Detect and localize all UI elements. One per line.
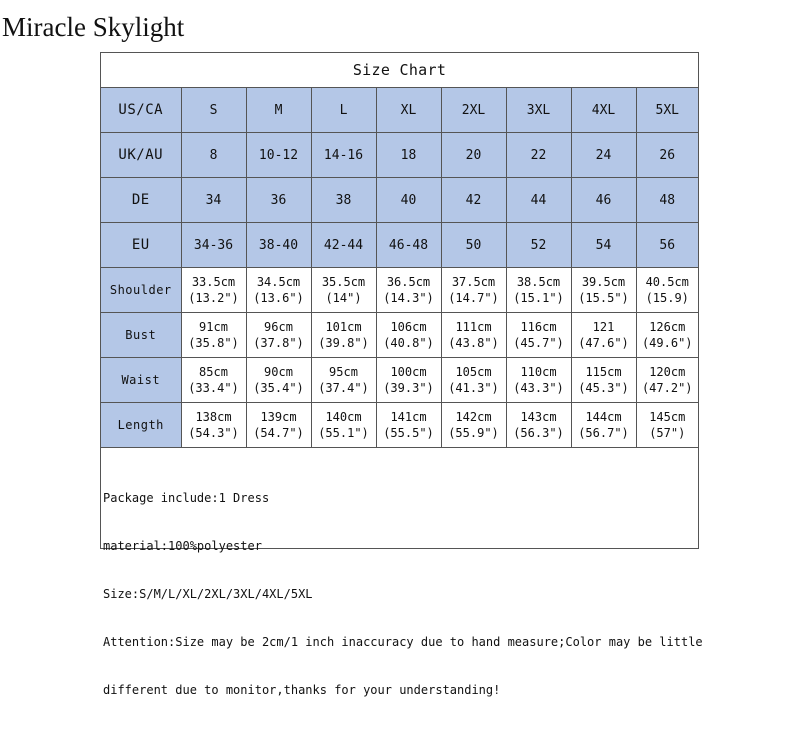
inch-value: (43.3") xyxy=(513,381,564,395)
cm-value: 141cm xyxy=(390,410,427,424)
size-cell: L xyxy=(311,88,376,133)
cm-value: 101cm xyxy=(325,320,362,334)
size-cell: 40 xyxy=(376,178,441,223)
measure-cell xyxy=(311,403,376,448)
inch-value: (49.6") xyxy=(641,336,693,350)
cm-value: 111cm xyxy=(455,320,492,334)
cm-value: 38.5cm xyxy=(516,275,561,289)
inch-value: (35.8") xyxy=(188,336,239,350)
size-cell: 42 xyxy=(441,178,506,223)
row-label: EU xyxy=(101,223,181,268)
inch-value: (39.3") xyxy=(383,381,434,395)
size-cell: 22 xyxy=(506,133,571,178)
cm-value: 95cm xyxy=(329,365,358,379)
inch-value: (15.5") xyxy=(578,291,629,305)
size-cell: 52 xyxy=(506,223,571,268)
inch-value: (55.5") xyxy=(383,426,434,440)
measure-cell xyxy=(181,403,246,448)
size-chart xyxy=(100,52,703,697)
measure-cell xyxy=(441,268,506,313)
inch-value: (13.6") xyxy=(253,291,304,305)
note-line: Package include:1 Dress xyxy=(103,491,270,505)
measure-cell xyxy=(441,403,506,448)
cm-value: 36.5cm xyxy=(386,275,431,289)
cm-value: 33.5cm xyxy=(191,275,236,289)
measure-cell xyxy=(441,358,506,403)
size-cell: 24 xyxy=(571,133,636,178)
measure-cell xyxy=(376,358,441,403)
measure-row xyxy=(101,358,698,403)
measure-cell xyxy=(636,403,698,448)
size-cell: 44 xyxy=(506,178,571,223)
cm-value: 126cm xyxy=(649,320,686,334)
row-label: Waist xyxy=(101,358,181,403)
inch-value: (33.4") xyxy=(188,381,239,395)
size-cell: 20 xyxy=(441,133,506,178)
inch-value: (15.9) xyxy=(645,291,689,305)
inch-value: (35.4") xyxy=(253,381,304,395)
cm-value: 96cm xyxy=(264,320,293,334)
cm-value: 145cm xyxy=(649,410,686,424)
measure-cell xyxy=(376,313,441,358)
inch-value: (39.8") xyxy=(318,336,369,350)
row-label: Shoulder xyxy=(101,268,181,313)
measure-cell xyxy=(571,268,636,313)
measure-row xyxy=(101,268,698,313)
row-label: US/CA xyxy=(101,88,181,133)
measure-cell xyxy=(636,268,698,313)
cm-value: 100cm xyxy=(390,365,427,379)
size-row xyxy=(101,178,698,223)
size-cell: S xyxy=(181,88,246,133)
cm-value: 35.5cm xyxy=(321,275,366,289)
row-label: UK/AU xyxy=(101,133,181,178)
cm-value: 121 xyxy=(592,320,615,334)
size-cell: XL xyxy=(376,88,441,133)
measure-cell xyxy=(636,313,698,358)
size-cell: 5XL xyxy=(636,88,698,133)
cm-value: 91cm xyxy=(199,320,228,334)
size-cell: 48 xyxy=(636,178,698,223)
measure-cell xyxy=(311,358,376,403)
measure-cell xyxy=(181,358,246,403)
inch-value: (55.1") xyxy=(318,426,369,440)
size-cell: 34 xyxy=(181,178,246,223)
inch-value: (40.8") xyxy=(383,336,434,350)
measure-cell xyxy=(506,403,571,448)
size-cell: 14-16 xyxy=(311,133,376,178)
inch-value: (37.8") xyxy=(253,336,304,350)
inch-value: (45.3") xyxy=(578,381,629,395)
measure-cell xyxy=(246,268,311,313)
cm-value: 140cm xyxy=(325,410,362,424)
cm-value: 105cm xyxy=(455,365,492,379)
cm-value: 106cm xyxy=(390,320,427,334)
cm-value: 116cm xyxy=(520,320,557,334)
measure-cell xyxy=(311,313,376,358)
size-row xyxy=(101,88,698,133)
inch-value: (13.2") xyxy=(188,291,239,305)
cm-value: 39.5cm xyxy=(581,275,626,289)
cm-value: 143cm xyxy=(520,410,557,424)
size-cell: 46-48 xyxy=(376,223,441,268)
note-line: Size:S/M/L/XL/2XL/3XL/4XL/5XL xyxy=(103,587,313,601)
cm-value: 85cm xyxy=(199,365,228,379)
measure-cell xyxy=(571,358,636,403)
size-table xyxy=(101,88,698,448)
size-cell: 36 xyxy=(246,178,311,223)
measure-cell xyxy=(246,403,311,448)
measure-cell xyxy=(506,268,571,313)
size-cell: 26 xyxy=(636,133,698,178)
inch-value: (45.7") xyxy=(513,336,564,350)
measure-cell xyxy=(246,358,311,403)
size-cell: 18 xyxy=(376,133,441,178)
measure-cell xyxy=(636,358,698,403)
measure-cell xyxy=(506,313,571,358)
measure-cell xyxy=(376,268,441,313)
size-cell: 54 xyxy=(571,223,636,268)
size-cell: 2XL xyxy=(441,88,506,133)
inch-value: (54.7") xyxy=(253,426,304,440)
row-label: Length xyxy=(101,403,181,448)
cm-value: 40.5cm xyxy=(645,275,689,289)
inch-value: (56.7") xyxy=(578,426,629,440)
size-cell: 4XL xyxy=(571,88,636,133)
note-line: different due to monitor,thanks for your understanding! xyxy=(103,683,501,697)
size-cell: 56 xyxy=(636,223,698,268)
measure-cell xyxy=(181,313,246,358)
inch-value: (37.4") xyxy=(318,381,369,395)
inch-value: (14.7") xyxy=(448,291,499,305)
measure-cell xyxy=(506,358,571,403)
row-label: DE xyxy=(101,178,181,223)
inch-value: (14.3") xyxy=(383,291,434,305)
inch-value: (14") xyxy=(325,291,362,305)
size-cell: 34-36 xyxy=(181,223,246,268)
cm-value: 34.5cm xyxy=(256,275,301,289)
size-cell: 8 xyxy=(181,133,246,178)
cm-value: 90cm xyxy=(264,365,293,379)
cm-value: 138cm xyxy=(195,410,232,424)
size-row xyxy=(101,133,698,178)
package-notes xyxy=(101,448,703,730)
size-cell: 38 xyxy=(311,178,376,223)
note-line: Attention:Size may be 2cm/1 inch inaccuracy due to hand measure;Color may be little xyxy=(103,635,703,649)
cm-value: 144cm xyxy=(585,410,622,424)
size-cell: 10-12 xyxy=(246,133,311,178)
size-cell: 46 xyxy=(571,178,636,223)
measure-cell xyxy=(311,268,376,313)
measure-cell xyxy=(376,403,441,448)
size-chart-title: Size Chart xyxy=(101,53,698,88)
measure-cell xyxy=(181,268,246,313)
measure-cell xyxy=(571,313,636,358)
cm-value: 115cm xyxy=(585,365,622,379)
inch-value: (47.6") xyxy=(578,336,629,350)
measure-row xyxy=(101,403,698,448)
inch-value: (55.9") xyxy=(448,426,499,440)
cm-value: 120cm xyxy=(649,365,686,379)
inch-value: (57") xyxy=(649,426,686,440)
row-label: Bust xyxy=(101,313,181,358)
inch-value: (41.3") xyxy=(448,381,499,395)
measure-row xyxy=(101,313,698,358)
measure-cell xyxy=(441,313,506,358)
size-cell: 50 xyxy=(441,223,506,268)
cm-value: 110cm xyxy=(520,365,557,379)
inch-value: (56.3") xyxy=(513,426,564,440)
inch-value: (54.3") xyxy=(188,426,239,440)
brand-name: Miracle Skylight xyxy=(2,12,185,42)
size-cell: 42-44 xyxy=(311,223,376,268)
inch-value: (47.2") xyxy=(641,381,693,395)
measure-cell xyxy=(246,313,311,358)
note-line: material:100%polyester xyxy=(103,539,262,553)
size-cell: M xyxy=(246,88,311,133)
size-row xyxy=(101,223,698,268)
cm-value: 142cm xyxy=(455,410,492,424)
cm-value: 37.5cm xyxy=(451,275,496,289)
inch-value: (43.8") xyxy=(448,336,499,350)
cm-value: 139cm xyxy=(260,410,297,424)
measure-cell xyxy=(571,403,636,448)
size-cell: 3XL xyxy=(506,88,571,133)
size-cell: 38-40 xyxy=(246,223,311,268)
inch-value: (15.1") xyxy=(513,291,564,305)
